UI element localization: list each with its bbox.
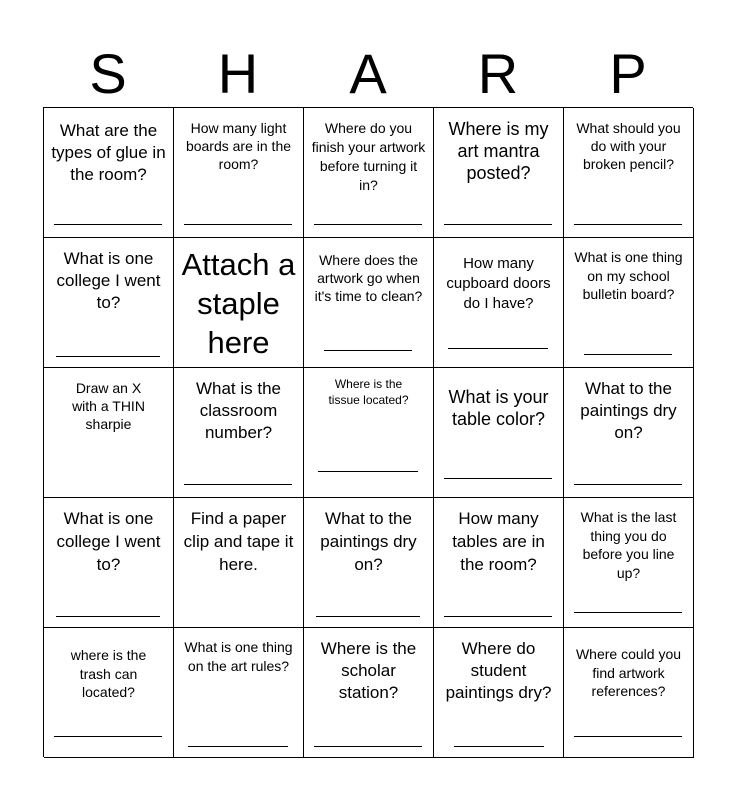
cell-task: Find a paper clip and tape it here.: [183, 509, 294, 574]
answer-line: [314, 224, 422, 225]
bingo-cell[interactable]: [44, 238, 174, 368]
answer-line: [444, 616, 552, 617]
bingo-cell[interactable]: [434, 498, 564, 628]
answer-line: [54, 736, 162, 737]
cell-question: Where is my art mantra posted?: [448, 119, 549, 183]
bingo-cell[interactable]: [564, 628, 694, 758]
header-letter-r: R: [477, 42, 519, 105]
cell-question: What to the paintings dry on?: [580, 379, 677, 442]
cell-question: What is the last thing you do before you line up?: [580, 509, 677, 581]
answer-line: [444, 478, 552, 479]
bingo-cell[interactable]: [174, 238, 304, 368]
bingo-cell[interactable]: [434, 368, 564, 498]
bingo-cell[interactable]: [304, 628, 434, 758]
answer-line: [584, 354, 672, 355]
cell-question: What is one college I went to?: [56, 509, 161, 574]
bingo-cell[interactable]: [564, 498, 694, 628]
header-letter-p: P: [609, 42, 647, 105]
answer-line: [314, 746, 422, 747]
answer-line: [316, 616, 420, 617]
cell-question: What is your table color?: [448, 387, 549, 429]
cell-question: What is the classroom number?: [195, 379, 282, 442]
header-letter-a: A: [349, 42, 387, 105]
cell-question: Where does the artwork go when it's time to clean?: [314, 252, 423, 304]
bingo-grid: [43, 107, 693, 757]
answer-line: [318, 471, 418, 472]
cell-question: What should you do with your broken pencil?: [576, 120, 681, 172]
bingo-cell[interactable]: [434, 628, 564, 758]
bingo-cell[interactable]: [304, 498, 434, 628]
cell-task: Draw an X with a THIN sharpie: [72, 380, 145, 432]
header-letter-h: H: [217, 42, 259, 105]
cell-free-space: Attach a staple here: [181, 247, 296, 360]
bingo-cell[interactable]: [304, 108, 434, 238]
header-letter-s: S: [89, 42, 127, 105]
bingo-cell[interactable]: [564, 238, 694, 368]
cell-question: Where is the tissue located?: [328, 377, 409, 407]
cell-question: Where do student paintings dry?: [445, 639, 552, 702]
answer-line: [184, 224, 292, 225]
answer-line: [56, 356, 160, 357]
bingo-cell[interactable]: [174, 108, 304, 238]
cell-question: What is one thing on the art rules?: [184, 639, 293, 674]
bingo-cell[interactable]: [434, 108, 564, 238]
bingo-cell[interactable]: [44, 368, 174, 498]
cell-question: What are the types of glue in the room?: [51, 121, 166, 184]
bingo-cell[interactable]: [434, 238, 564, 368]
answer-line: [54, 224, 162, 225]
answer-line: [574, 612, 682, 613]
cell-question: where is the trash can located?: [70, 647, 147, 700]
answer-line: [56, 616, 160, 617]
bingo-cell[interactable]: [174, 628, 304, 758]
bingo-cell[interactable]: [174, 498, 304, 628]
bingo-cell[interactable]: [304, 368, 434, 498]
answer-line: [574, 484, 682, 485]
cell-question: How many tables are in the room?: [452, 509, 545, 574]
bingo-cell[interactable]: [44, 628, 174, 758]
bingo-cell[interactable]: [564, 108, 694, 238]
cell-question: What to the paintings dry on?: [320, 509, 417, 574]
bingo-cell[interactable]: [564, 368, 694, 498]
answer-line: [574, 224, 682, 225]
answer-line: [188, 746, 288, 747]
answer-line: [574, 736, 682, 737]
answer-line: [444, 224, 552, 225]
answer-line: [184, 484, 292, 485]
cell-question: What is one college I went to?: [56, 249, 161, 312]
cell-question: Where is the scholar station?: [320, 639, 417, 702]
cell-question: How many light boards are in the room?: [185, 120, 292, 172]
bingo-cell[interactable]: [44, 498, 174, 628]
cell-question: Where could you find artwork references?: [575, 646, 682, 699]
cell-question: How many cupboard doors do I have?: [446, 255, 551, 312]
bingo-cell[interactable]: [304, 238, 434, 368]
bingo-header: [43, 44, 693, 104]
cell-question: What is one thing on my school bulletin board?: [574, 249, 683, 302]
bingo-cell[interactable]: [44, 108, 174, 238]
answer-line: [448, 348, 548, 349]
cell-question: Where do you finish your artwork before turning it in?: [311, 120, 426, 193]
bingo-cell[interactable]: [174, 368, 304, 498]
answer-line: [324, 350, 412, 351]
answer-line: [454, 746, 544, 747]
